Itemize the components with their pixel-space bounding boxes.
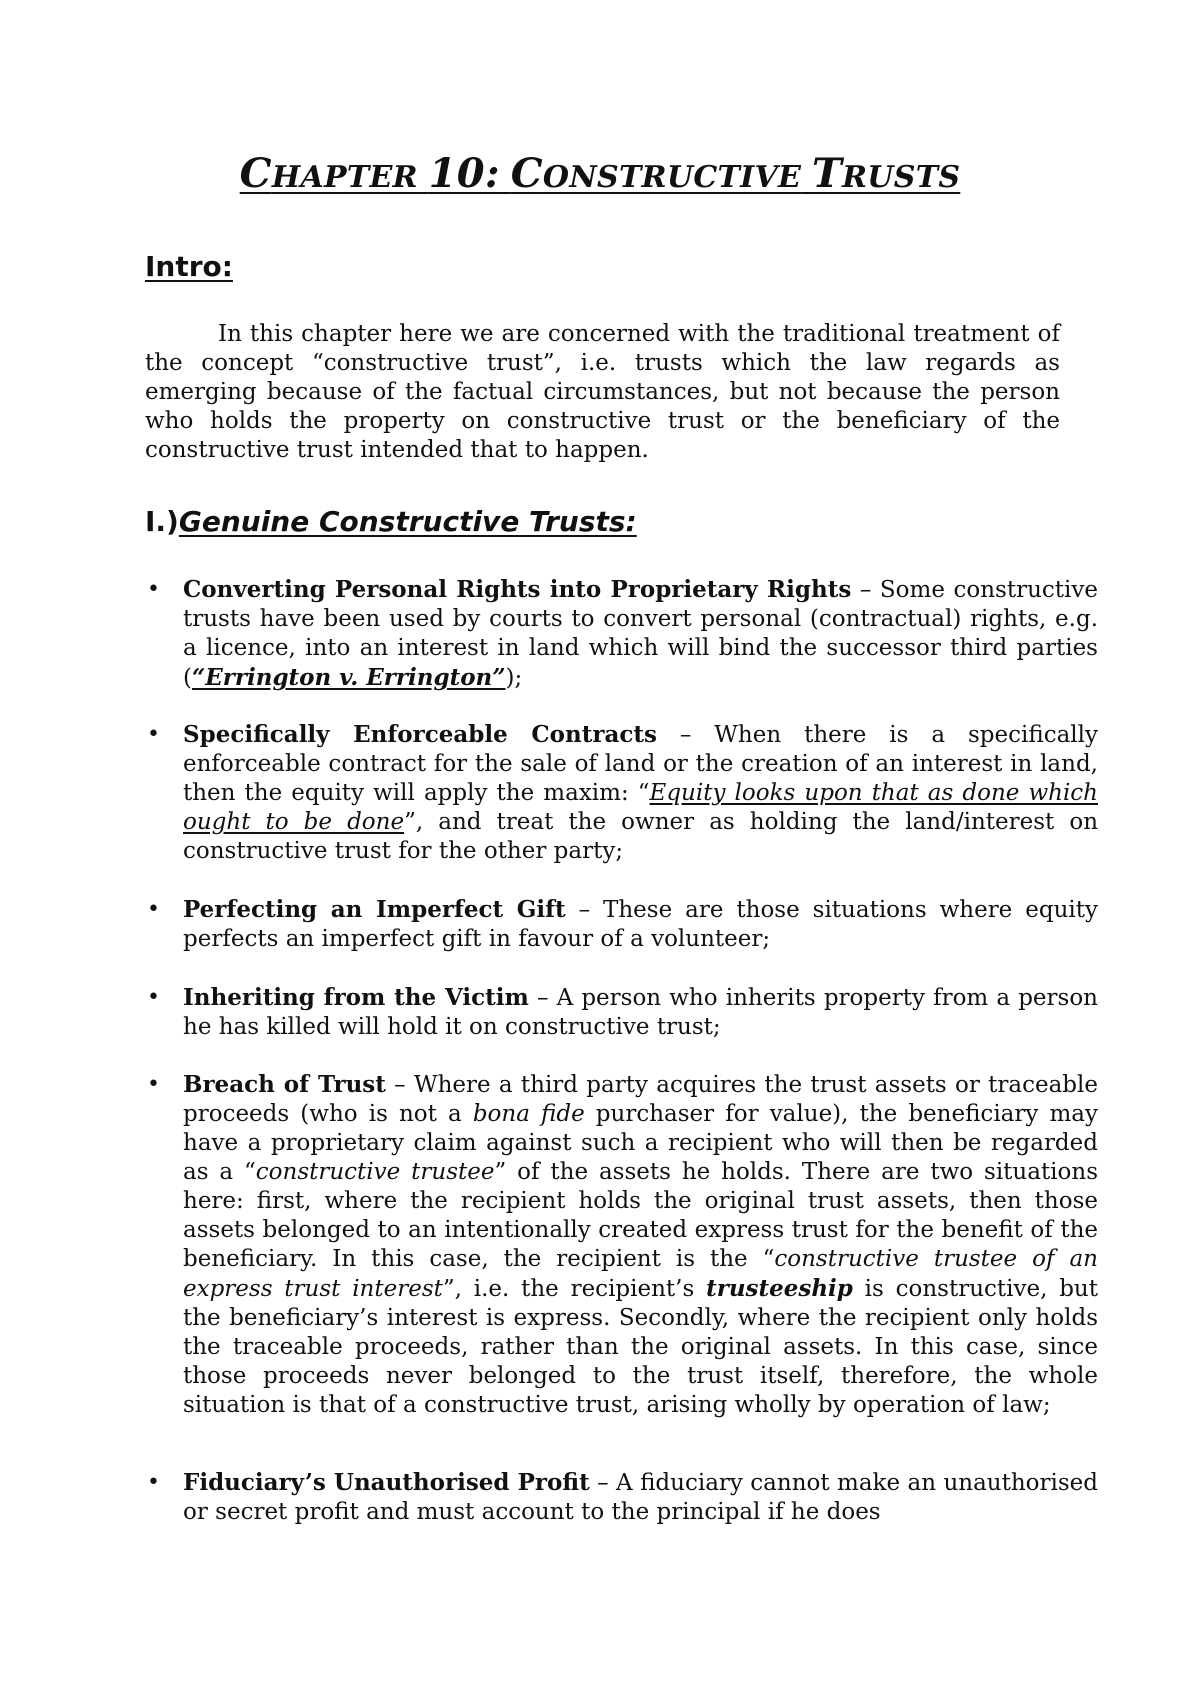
trusteeship-term: trusteeship bbox=[706, 1275, 853, 1302]
item-text: – When there is a specifically enforceable contract for the sale of land or the creation of an interest in land, then the equity will apply the maxim: “ bbox=[183, 722, 1098, 806]
equity-maxim: Equity looks upon that as done which ought to be done bbox=[183, 780, 1098, 835]
constructive-trustee-express-term: constructive trustee of an express trust interest bbox=[183, 1246, 1098, 1302]
item-text-2: purchaser for value), the beneficiary may have a proprietary claim against such a recipient who will then be regarded as a “ bbox=[183, 1101, 1098, 1185]
item-term: Fiduciary’s Unauthorised Profit bbox=[183, 1469, 590, 1496]
item-text: – Where a third party acquires the trust assets or traceable proceeds (who is not a bbox=[183, 1072, 1098, 1127]
section-number: I.) bbox=[145, 505, 179, 538]
list-item bbox=[145, 1070, 1098, 1420]
chapter-title bbox=[0, 150, 1200, 197]
title-initial-chapter: C bbox=[239, 150, 272, 197]
item-text-end: ”, and treat the owner as holding the land/interest on constructive trust for the other party; bbox=[183, 809, 1099, 864]
intro-heading: Intro: bbox=[145, 250, 233, 283]
title-initial-constructive: C bbox=[510, 150, 543, 197]
bullet-icon: • bbox=[147, 722, 160, 747]
item-text-end: ); bbox=[505, 665, 523, 691]
title-word-constructive: ONSTRUCTIVE bbox=[542, 160, 802, 195]
constructive-trustee-term: constructive trustee bbox=[255, 1159, 495, 1185]
item-text-5: is constructive, but the beneficiary’s interest is express. Secondly, where the recipient only holds the traceable proceeds, rather than the original assets. In this case, since those proceeds never belonged to the trust itself, therefore, the whole situation is that of a constructive trust, arising wholly by operation of law; bbox=[183, 1276, 1098, 1418]
item-term: Inheriting from the Victim bbox=[183, 984, 529, 1011]
item-term: Converting Personal Rights into Proprietary Rights bbox=[183, 576, 852, 603]
list-item bbox=[145, 1468, 1098, 1527]
item-term: Specifically Enforceable Contracts bbox=[183, 721, 657, 748]
bullet-icon: • bbox=[147, 897, 160, 922]
list-item bbox=[145, 720, 1098, 866]
intro-paragraph: In this chapter here we are concerned with the traditional treatment of the concept “constructive trust”, i.e. trusts which the law regards as emerging because of the factual circumstances, but not because the person who holds the property on constructive trust or the beneficiary of the constructive trust intended that to happen. bbox=[145, 321, 1060, 463]
bullet-icon: • bbox=[147, 577, 160, 602]
list-item bbox=[145, 983, 1098, 1042]
list-item bbox=[145, 895, 1098, 954]
item-text: – These are those situations where equity perfects an imperfect gift in favour of a volunteer; bbox=[183, 897, 1098, 952]
bona-fide-term: bona fide bbox=[472, 1101, 585, 1127]
item-text: – A person who inherits property from a person he has killed will hold it on constructive trust; bbox=[183, 985, 1098, 1040]
title-initial-trusts: T bbox=[811, 150, 843, 197]
item-term: Breach of Trust bbox=[183, 1071, 386, 1098]
case-citation: “Errington v. Errington” bbox=[191, 664, 506, 691]
item-text-3: ” of the assets he holds. There are two situations here: first, where the recipient holds the original trust assets, then those assets belonged to an intentionally created express trust for the benefit of the beneficiary. In this case, the recipient is the “ bbox=[183, 1159, 1099, 1272]
title-word-trusts: RUSTS bbox=[842, 160, 961, 195]
title-word-chapter: HAPTER bbox=[271, 160, 418, 195]
bullet-icon: • bbox=[147, 1470, 160, 1495]
list-item bbox=[145, 575, 1098, 693]
bullet-icon: • bbox=[147, 1072, 160, 1097]
section-title: Genuine Constructive Trusts: bbox=[178, 505, 637, 538]
item-text: – A fiduciary cannot make an unauthorised or secret profit and must account to the principal if he does bbox=[183, 1470, 1098, 1525]
bullet-icon: • bbox=[147, 985, 160, 1010]
section-heading bbox=[145, 505, 637, 538]
title-number: 10: bbox=[428, 150, 501, 197]
item-text: – Some constructive trusts have been used by courts to convert personal (contractual) rights, e.g. a licence, into an interest in land which will bind the successor third parties ( bbox=[183, 577, 1098, 691]
item-term: Perfecting an Imperfect Gift bbox=[183, 896, 566, 923]
item-text-4: ”, i.e. the recipient’s bbox=[442, 1276, 707, 1302]
